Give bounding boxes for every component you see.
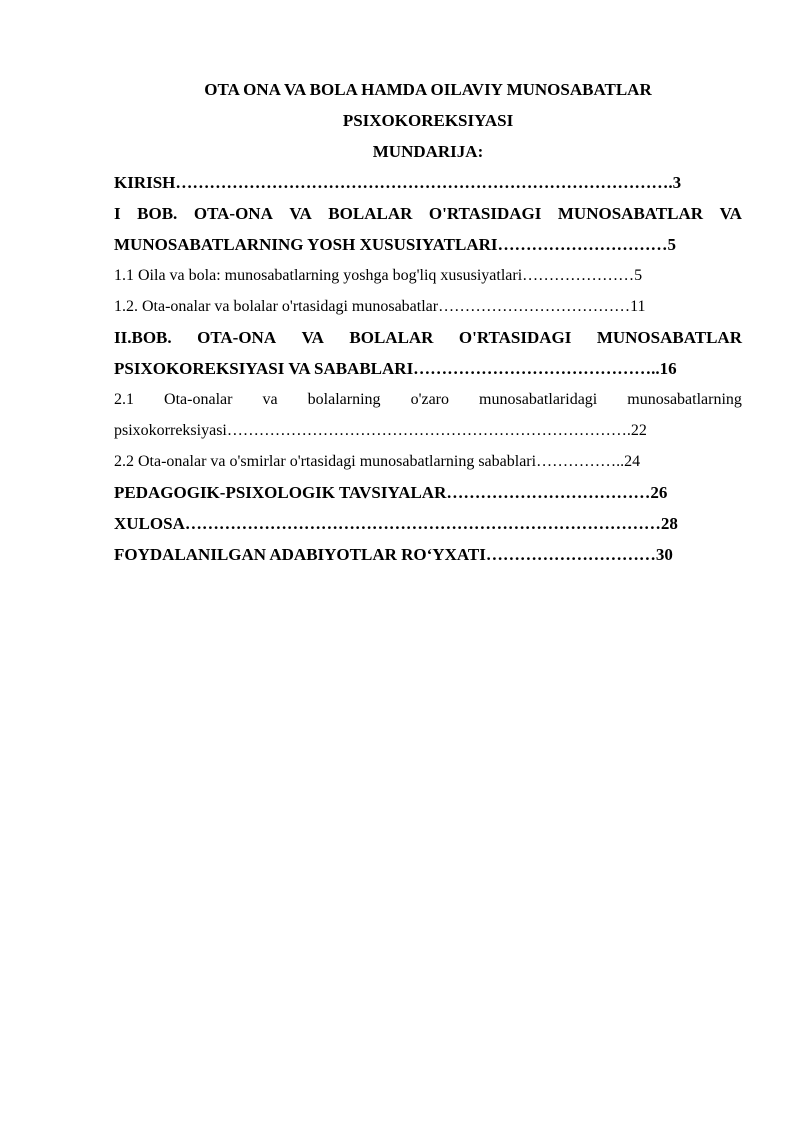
toc-word: BOB. bbox=[137, 204, 178, 223]
toc-word: O'RTASIDAGI bbox=[428, 204, 542, 223]
toc-entry-1-1[interactable]: 1.1 Oila va bola: munosabatlarning yoshga bog'liq xususiyatlari…………………5 bbox=[114, 267, 643, 284]
document-title-line-1: OTA ONA VA BOLA HAMDA OILAVIY MUNOSABATLAR bbox=[204, 80, 652, 99]
toc-word: II.BOB. bbox=[114, 328, 172, 347]
toc-entry-bob2-line1[interactable] bbox=[114, 322, 742, 353]
toc-word: VA bbox=[719, 204, 742, 223]
toc-entry-adabiyotlar[interactable]: FOYDALANILGAN ADABIYOTLAR RO‘YXATI…………………………30 bbox=[114, 545, 673, 564]
toc-word: munosabatlarning bbox=[627, 391, 742, 408]
toc-entry-2-1-line2[interactable]: psixokorreksiyasi………………………………………………………………….22 bbox=[114, 422, 647, 439]
toc-entry-2-2[interactable]: 2.2 Ota-onalar va o'smirlar o'rtasidagi munosabatlarning sabablari……………..24 bbox=[114, 453, 641, 470]
toc-entry-bob2-line2[interactable]: PSIXOKOREKSIYASI VA SABABLARI……………………………………..16 bbox=[114, 359, 677, 378]
toc-word: I bbox=[114, 204, 121, 223]
toc-word: OTA-ONA bbox=[197, 328, 277, 347]
toc-entry-kirish[interactable]: KIRISH…………………………………………………………………………….3 bbox=[114, 173, 682, 192]
toc-word: VA bbox=[301, 328, 324, 347]
document-title-line-2: PSIXOKOREKSIYASI bbox=[342, 111, 514, 130]
toc-entry-1-2[interactable]: 1.2. Ota-onalar va bolalar o'rtasidagi munosabatlar………………………………11 bbox=[114, 298, 646, 315]
toc-word: o'zaro bbox=[410, 391, 449, 408]
toc-word: 2.1 bbox=[114, 391, 134, 408]
document-page bbox=[114, 74, 742, 570]
toc-word: BOLALAR bbox=[328, 204, 413, 223]
toc-word: MUNOSABATLAR bbox=[596, 328, 742, 347]
toc-entry-2-1-line1[interactable] bbox=[114, 384, 742, 415]
toc-entry-bob1-line2[interactable]: MUNOSABATLARNING YOSH XUSUSIYATLARI…………………………5 bbox=[114, 235, 677, 254]
toc-word: Ota-onalar bbox=[164, 391, 233, 408]
toc-word: VA bbox=[289, 204, 312, 223]
contents-heading: MUNDARIJA: bbox=[372, 142, 484, 161]
toc-entry-pedagogik[interactable]: PEDAGOGIK-PSIXOLOGIK TAVSIYALAR………………………………26 bbox=[114, 483, 668, 502]
toc-word: O'RTASIDAGI bbox=[458, 328, 572, 347]
toc-entry-xulosa[interactable]: XULOSA…………………………………………………………………………28 bbox=[114, 514, 678, 533]
toc-word: OTA-ONA bbox=[193, 204, 273, 223]
toc-word: bolalarning bbox=[307, 391, 381, 408]
toc-word: MUNOSABATLAR bbox=[557, 204, 704, 223]
toc-word: va bbox=[262, 391, 278, 408]
toc-entry-bob1-line1[interactable] bbox=[114, 198, 742, 229]
toc-word: BOLALAR bbox=[349, 328, 434, 347]
toc-word: munosabatlaridagi bbox=[479, 391, 598, 408]
